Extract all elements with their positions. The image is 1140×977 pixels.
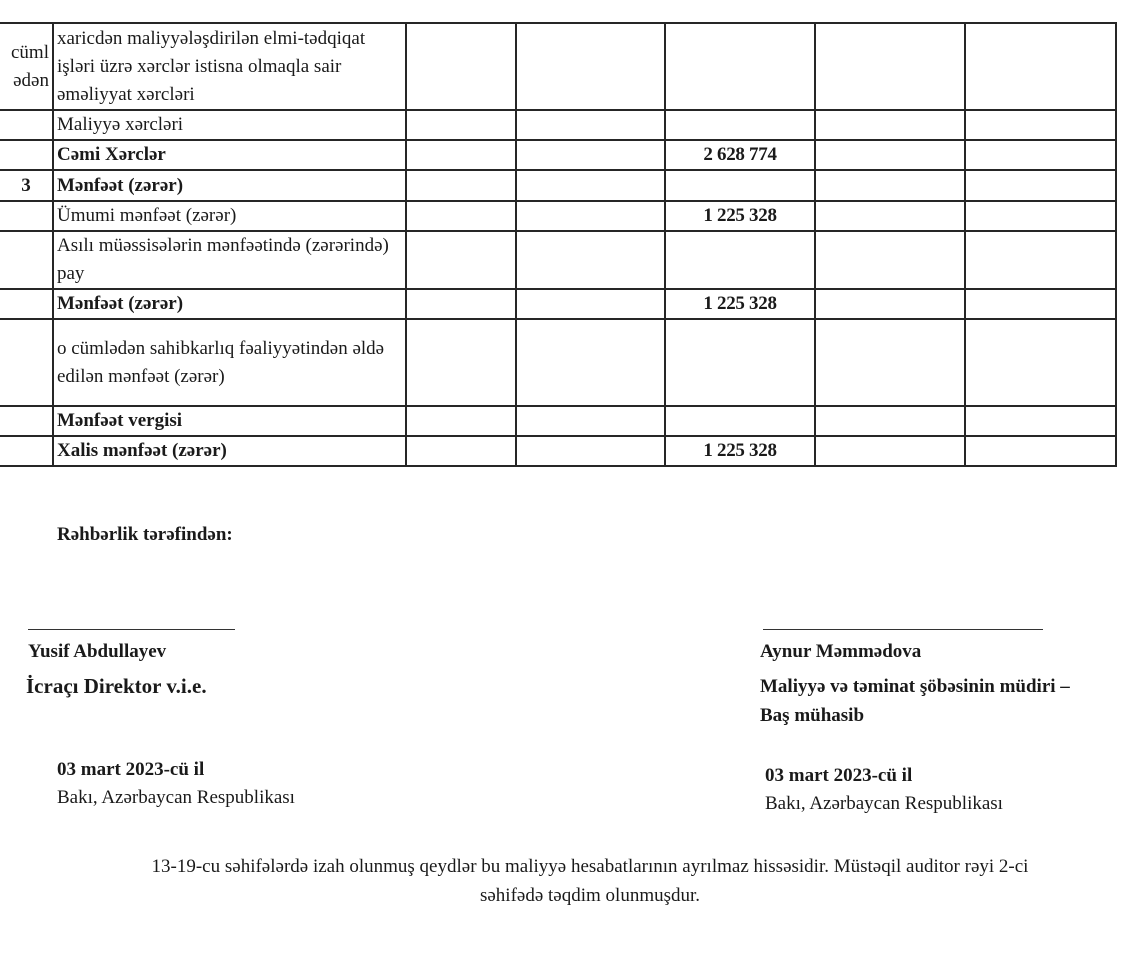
footer-note-line1: 13-19-cu səhifələrdə izah olunmuş qeydlər bu maliyyə hesabatlarının ayrılmaz hissəsidir. Müstəqil auditor rəyi 2-ci (151, 856, 1029, 877)
table-row (0, 201, 1116, 231)
row-value-cell (965, 201, 1116, 231)
row-value-cell (516, 289, 665, 319)
row-value-cell (406, 319, 516, 406)
footer-note-line2: səhifədə təqdim olunmuşdur. (479, 885, 701, 906)
table-row (0, 436, 1116, 466)
row-label: o cümlədən sahibkarlıq fəaliyyətindən əldə edilən mənfəət (zərər) (53, 319, 406, 406)
row-value-cell (516, 231, 665, 289)
row-value-cell: 2 628 774 (665, 140, 815, 170)
row-label: Mənfəət (zərər) (53, 170, 406, 201)
row-value-cell (965, 406, 1116, 436)
row-index: 3 (0, 170, 53, 201)
row-value-cell (665, 110, 815, 140)
table-row (0, 110, 1116, 140)
row-value-cell (406, 110, 516, 140)
row-value-cell (815, 231, 965, 289)
row-value-cell (965, 140, 1116, 170)
row-value-cell (815, 201, 965, 231)
row-label: Maliyyə xərcləri (53, 110, 406, 140)
table-row (0, 170, 1116, 201)
row-value-cell: 1 225 328 (665, 201, 815, 231)
table-row (0, 289, 1116, 319)
row-value-cell (406, 140, 516, 170)
right-signature-date: 03 mart 2023-cü il (765, 765, 913, 786)
row-value-cell (406, 289, 516, 319)
row-value-cell (516, 140, 665, 170)
row-index (0, 201, 53, 231)
row-value-cell (815, 319, 965, 406)
table-row (0, 140, 1116, 170)
row-value-cell (516, 23, 665, 110)
row-value-cell (815, 436, 965, 466)
left-signature-line (28, 629, 235, 630)
row-index (0, 110, 53, 140)
right-signatory-title-line1: Maliyyə və təminat şöbəsinin müdiri – (760, 676, 1070, 697)
row-value-cell (665, 231, 815, 289)
row-value-cell: 1 225 328 (665, 436, 815, 466)
row-value-cell (965, 110, 1116, 140)
row-value-cell (516, 436, 665, 466)
row-label: Asılı müəssisələrin mənfəətində (zərərində) pay (53, 231, 406, 289)
row-index: cüml ədən (0, 23, 53, 110)
row-value-cell (665, 23, 815, 110)
row-value-cell (965, 170, 1116, 201)
row-index (0, 140, 53, 170)
row-index (0, 319, 53, 406)
left-signature-date: 03 mart 2023-cü il (57, 759, 205, 780)
row-value-cell (815, 289, 965, 319)
table-row (0, 23, 1116, 110)
left-signatory-title: İcraçı Direktor v.i.e. (26, 674, 207, 698)
row-index (0, 231, 53, 289)
row-value-cell (965, 231, 1116, 289)
financial-statement-table (0, 22, 1117, 467)
row-value-cell (406, 231, 516, 289)
row-value-cell (406, 170, 516, 201)
row-label: Cəmi Xərclər (53, 140, 406, 170)
right-signature-place: Bakı, Azərbaycan Respublikası (765, 793, 1003, 814)
row-value-cell (965, 436, 1116, 466)
row-value-cell (815, 170, 965, 201)
row-index (0, 406, 53, 436)
row-value-cell (406, 201, 516, 231)
row-value-cell (406, 436, 516, 466)
row-label: Mənfəət vergisi (53, 406, 406, 436)
row-value-cell (665, 170, 815, 201)
row-value-cell (815, 406, 965, 436)
row-value-cell (516, 170, 665, 201)
row-label: Mənfəət (zərər) (53, 289, 406, 319)
row-value-cell (665, 406, 815, 436)
row-value-cell (516, 406, 665, 436)
right-signatory-name: Aynur Məmmədova (760, 641, 922, 662)
right-signature-line (763, 629, 1043, 630)
row-value-cell (516, 110, 665, 140)
row-label: xaricdən maliyyələşdirilən elmi-tədqiqat işləri üzrə xərclər istisna olmaqla sair əməliyyat xərcləri (53, 23, 406, 110)
signatures-heading: Rəhbərlik tərəfindən: (57, 524, 233, 545)
row-index (0, 436, 53, 466)
row-value-cell (815, 23, 965, 110)
left-signature-place: Bakı, Azərbaycan Respublikası (57, 787, 295, 808)
row-value-cell (406, 23, 516, 110)
row-value-cell (516, 319, 665, 406)
row-value-cell (406, 406, 516, 436)
right-signatory-title-line2: Baş mühasib (760, 705, 865, 726)
table-row (0, 231, 1116, 289)
row-index (0, 289, 53, 319)
row-value-cell (815, 110, 965, 140)
row-value-cell (965, 289, 1116, 319)
row-value-cell (516, 201, 665, 231)
table-row (0, 406, 1116, 436)
row-value-cell (665, 319, 815, 406)
row-label: Ümumi mənfəət (zərər) (53, 201, 406, 231)
row-label: Xalis mənfəət (zərər) (53, 436, 406, 466)
left-signatory-name: Yusif Abdullayev (28, 641, 167, 662)
row-value-cell: 1 225 328 (665, 289, 815, 319)
row-value-cell (965, 23, 1116, 110)
table-row (0, 319, 1116, 406)
row-value-cell (965, 319, 1116, 406)
footer-note (60, 852, 1120, 910)
row-value-cell (815, 140, 965, 170)
